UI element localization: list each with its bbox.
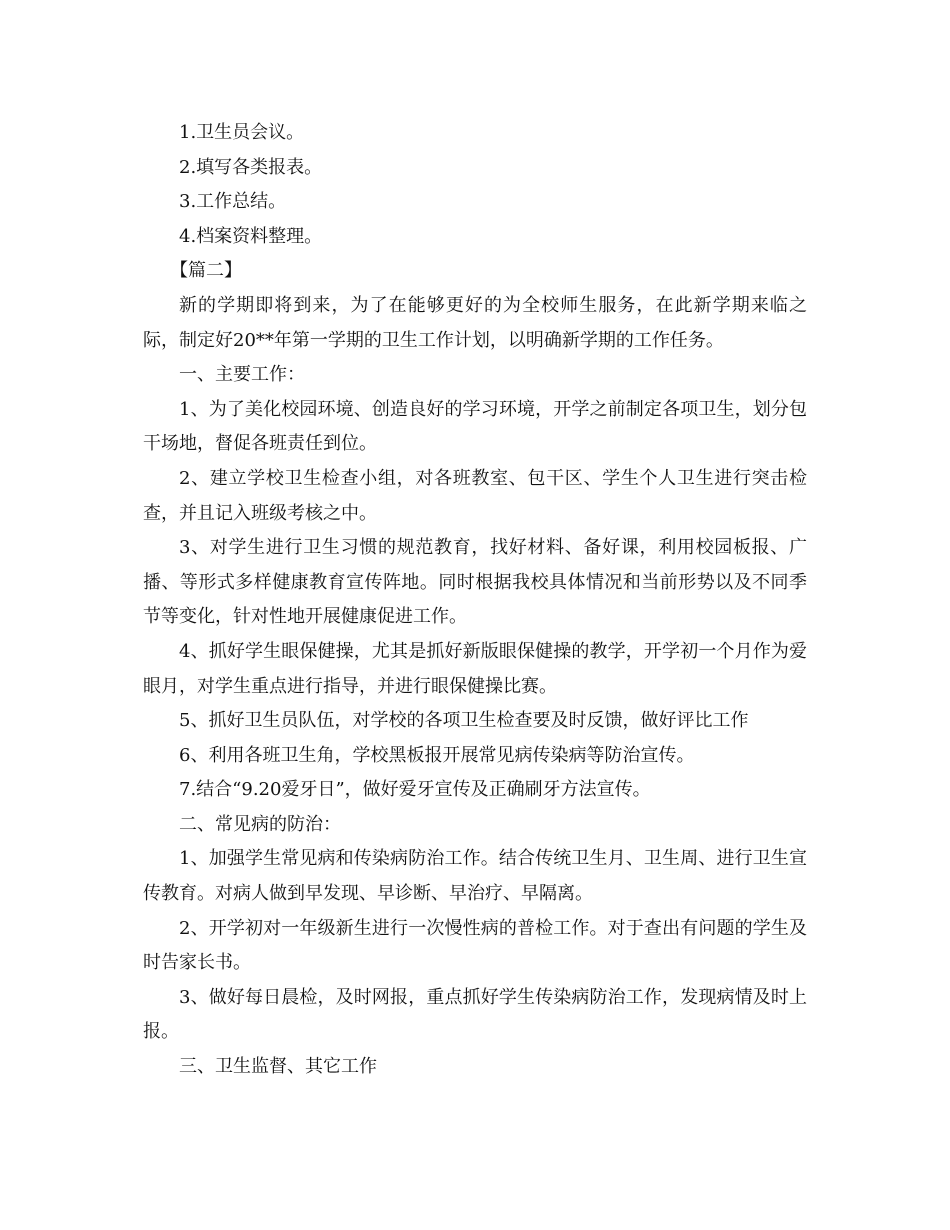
prevention-item-2: 2、开学初对一年级新生进行一次慢性病的普检工作。对于查出有问题的学生及时告家长书。 — [143, 917, 807, 974]
prevention-item-3: 3、做好每日晨检，及时网报，重点抓好学生传染病防治工作，发现病情及时上报。 — [143, 986, 807, 1043]
main-work-item-4: 4、抓好学生眼保健操，尤其是抓好新版眼保健操的教学，开学初一个月作为爱眼月，对学生重点进行指导，并进行眼保健操比赛。 — [143, 640, 807, 697]
heading-main-work: 一、主要工作： — [179, 364, 305, 386]
list-item-meeting: 1.卫生员会议。 — [179, 122, 305, 143]
main-work-item-1: 1、为了美化校园环境、创造良好的学习环境，开学之前制定各项卫生，划分包干场地，督促各班责任到位。 — [143, 398, 807, 455]
heading-disease-prevention: 二、常见病的防治： — [179, 813, 341, 835]
section-heading-part-two: 【篇二】 — [170, 260, 242, 282]
list-item-reports: 2.填写各类报表。 — [179, 156, 323, 178]
prevention-item-1: 1、加强学生常见病和传染病防治工作。结合传统卫生月、卫生周、进行卫生宣传教育。对病人做到早发现、早诊断、早治疗、早隔离。 — [143, 848, 807, 905]
main-work-item-3: 3、对学生进行卫生习惯的规范教育，找好材料、备好课，利用校园板报、广播、等形式多样健康教育宣传阵地。同时根据我校具体情况和当前形势以及不同季节等变化，针对性地开展健康促进工作。 — [143, 537, 807, 628]
main-work-item-5: 5、抓好卫生员队伍，对学校的各项卫生检查要及时反馈，做好评比工作 — [179, 710, 749, 732]
main-work-item-2: 2、建立学校卫生检查小组，对各班教室、包干区、学生个人卫生进行突击检查，并且记入班级考核之中。 — [143, 467, 807, 524]
main-work-item-7: 7.结合“9.20爱牙日”，做好爱牙宣传及正确刷牙方法宣传。 — [179, 779, 651, 801]
intro-paragraph: 新的学期即将到来，为了在能够更好的为全校师生服务，在此新学期来临之际，制定好20**年第一学期的卫生工作计划，以明确新学期的工作任务。 — [143, 294, 807, 351]
list-item-summary: 3.工作总结。 — [179, 191, 287, 213]
document-page — [143, 116, 807, 1085]
list-item-archives: 4.档案资料整理。 — [179, 225, 323, 247]
main-work-item-6: 6、利用各班卫生角，学校黑板报开展常见病传染病等防治宣传。 — [179, 744, 695, 766]
heading-supervision: 三、卫生监督、其它工作 — [179, 1056, 377, 1078]
